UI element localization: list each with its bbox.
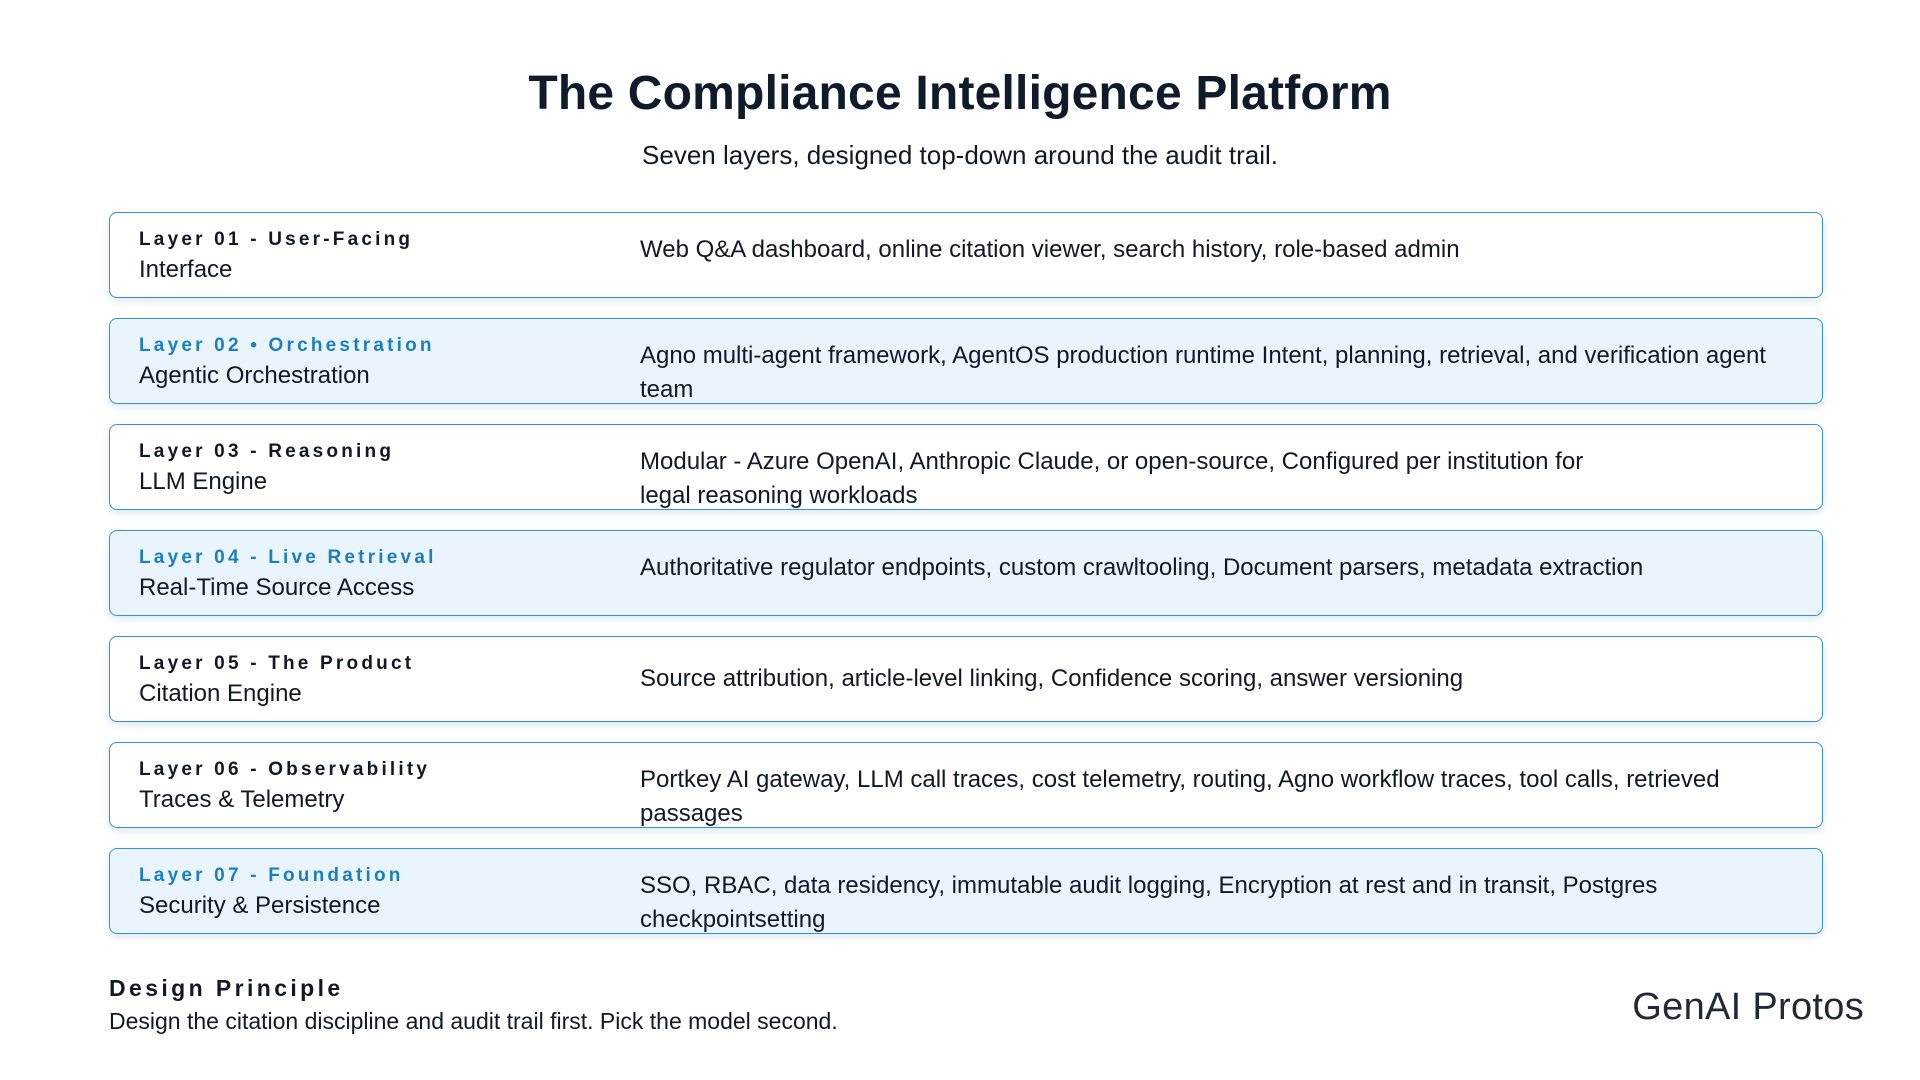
layer-tag: Layer 04 - Live Retrieval: [139, 547, 437, 568]
layer-name: Citation Engine: [139, 680, 302, 707]
layer-name: Real-Time Source Access: [139, 574, 415, 601]
layer-tag: Layer 05 - The Product: [139, 653, 415, 674]
layer-description: Web Q&A dashboard, online citation viewer, search history, role-based admin: [640, 236, 1460, 263]
layer-description: Agno multi-agent framework, AgentOS production runtime Intent, planning, retrieval, and verification agent team: [640, 342, 1766, 403]
page-title: The Compliance Intelligence Platform: [528, 67, 1392, 120]
page-subtitle: Seven layers, designed top-down around the audit trail.: [642, 140, 1278, 170]
layer-description: Source attribution, article-level linking, Confidence scoring, answer versioning: [640, 665, 1464, 692]
layer-tag: Layer 07 - Foundation: [139, 865, 404, 886]
layer-name: Interface: [139, 256, 233, 283]
layer-card-03: [109, 424, 1823, 510]
layer-tag: Layer 01 - User-Facing: [139, 229, 414, 250]
layer-tag: Layer 02 • Orchestration: [139, 335, 435, 356]
layer-stack: [109, 212, 1823, 954]
layer-description: Authoritative regulator endpoints, custom crawltooling, Document parsers, metadata extraction: [640, 554, 1644, 581]
layer-card-04: [109, 530, 1823, 616]
design-principle-text: Design the citation discipline and audit trail first. Pick the model second.: [109, 1008, 838, 1034]
layer-name: LLM Engine: [139, 468, 268, 495]
layer-card-02: [109, 318, 1823, 404]
design-principle-title: Design Principle: [109, 975, 344, 1001]
layer-description: Modular - Azure OpenAI, Anthropic Claude, or open-source, Configured per institution for legal reasoning workloads: [640, 448, 1584, 509]
layer-name: Agentic Orchestration: [139, 362, 370, 389]
layer-name: Traces & Telemetry: [139, 786, 345, 813]
layer-card-01: [109, 212, 1823, 298]
layer-tag: Layer 03 - Reasoning: [139, 441, 395, 462]
layer-description: SSO, RBAC, data residency, immutable audit logging, Encryption at rest and in transit, Postgres checkpointsetting: [640, 872, 1658, 933]
layer-description: Portkey AI gateway, LLM call traces, cost telemetry, routing, Agno workflow traces, tool calls, retrieved passages: [640, 766, 1720, 827]
layer-card-05: [109, 636, 1823, 722]
layer-name: Security & Persistence: [139, 892, 381, 919]
layer-card-07: [109, 848, 1823, 934]
layer-card-06: [109, 742, 1823, 828]
brand-logo: GenAI Protos: [1632, 986, 1864, 1028]
layer-tag: Layer 06 - Observability: [139, 759, 431, 780]
